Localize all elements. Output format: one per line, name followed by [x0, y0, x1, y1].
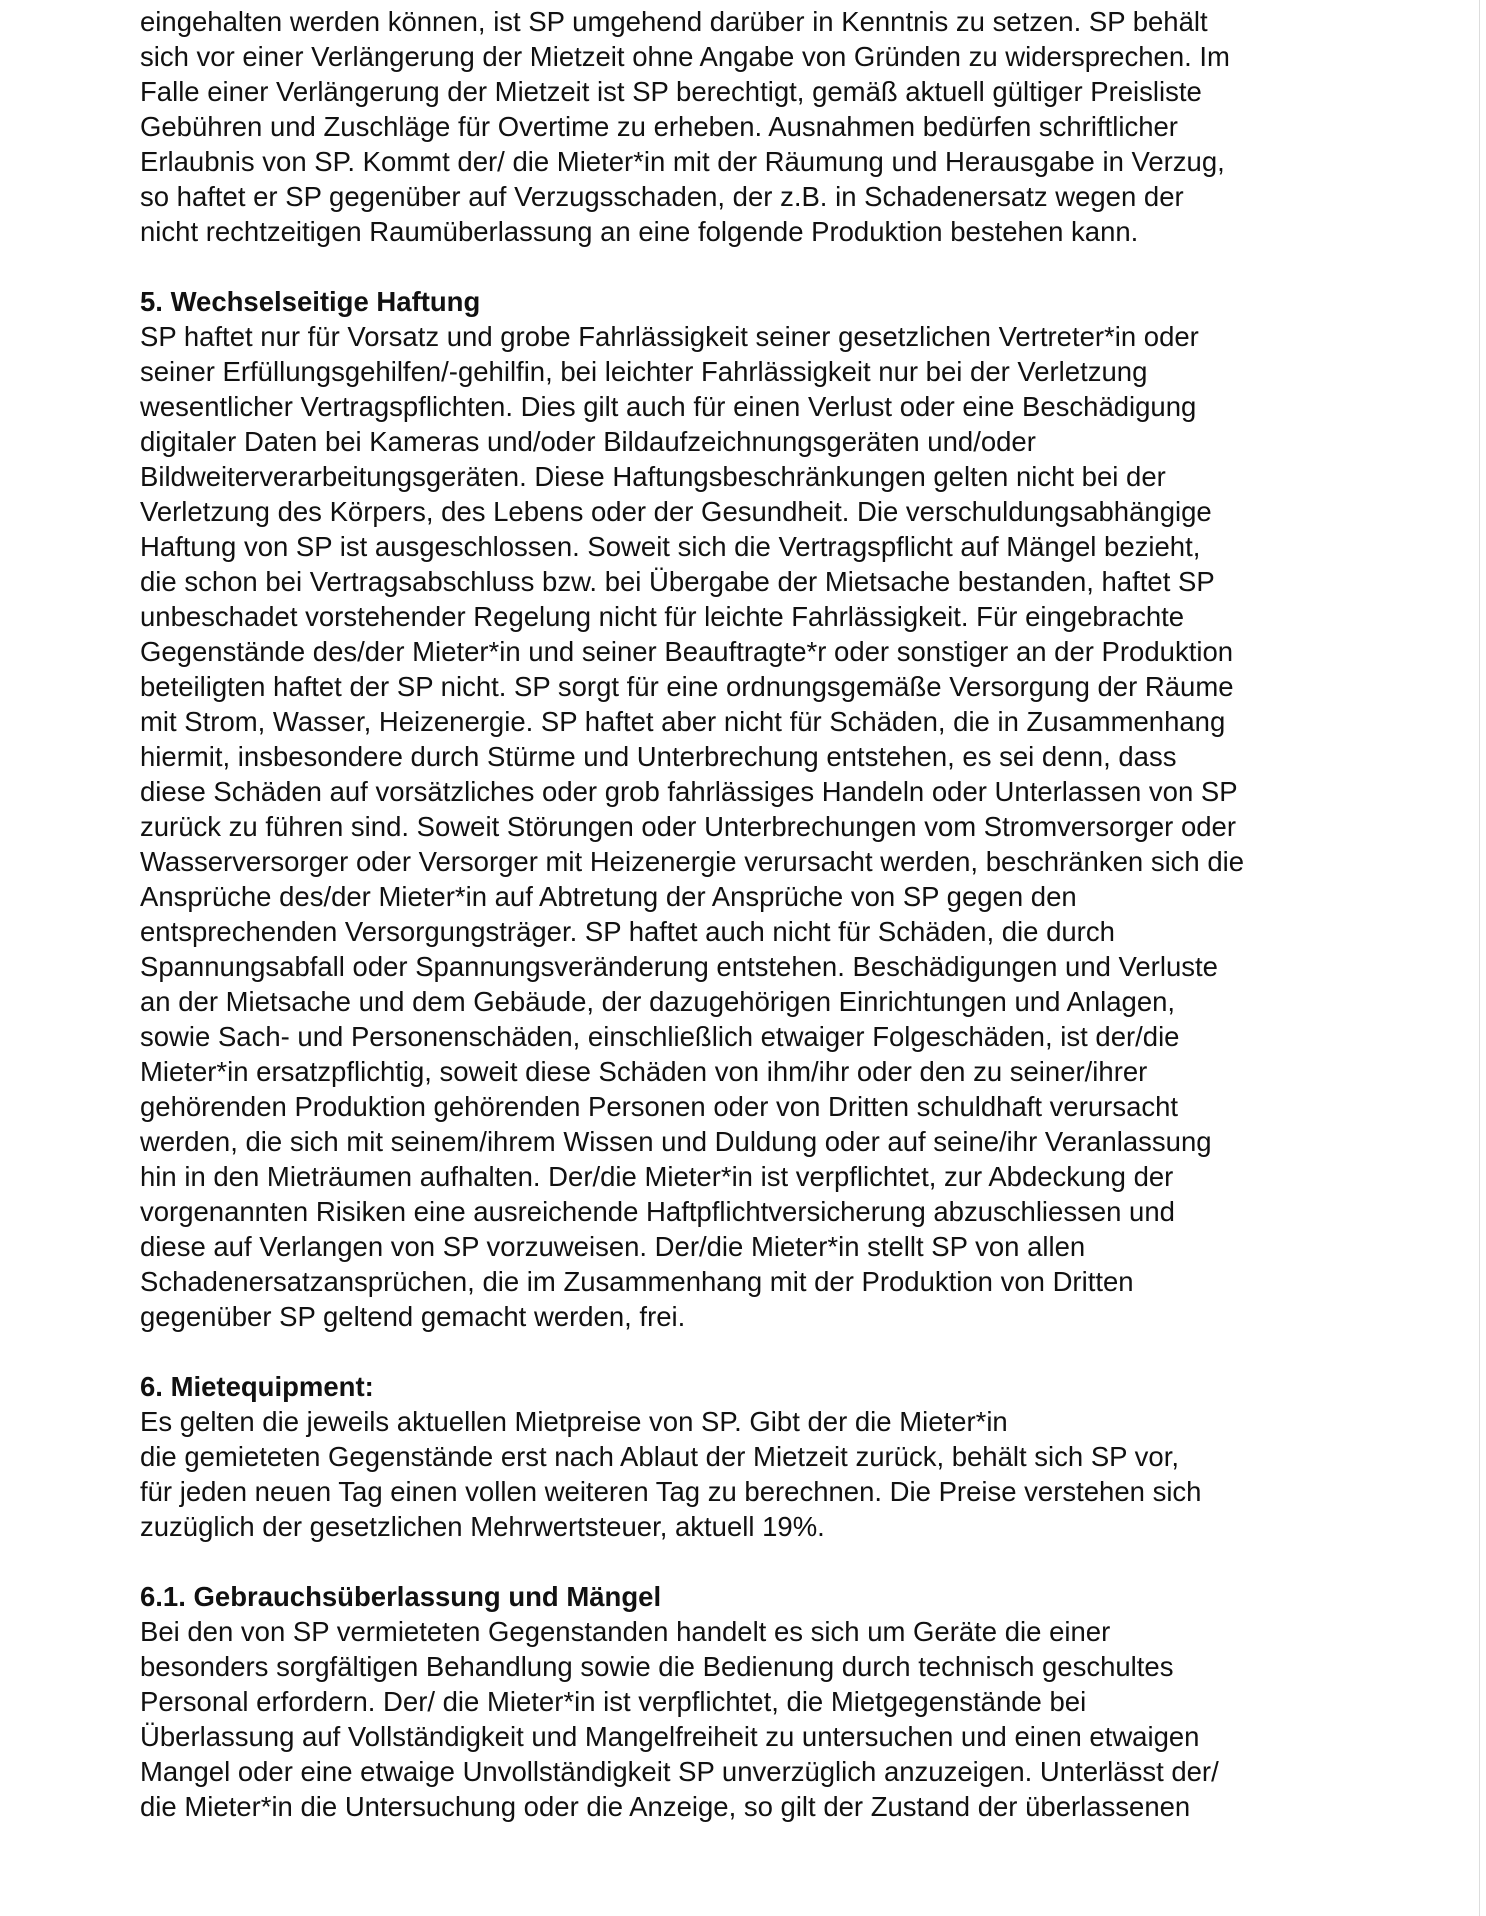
paragraph-gap — [140, 1544, 1440, 1579]
section — [140, 1334, 1440, 1544]
body-text-line: Spannungsabfall oder Spannungsveränderung entstehen. Beschädigungen und Verluste — [140, 951, 1218, 982]
section-heading: 6. Mietequipment: — [140, 1371, 374, 1402]
body-text-line: Personal erfordern. Der/ die Mieter*in ist verpflichtet, die Mietgegenstände bei — [140, 1686, 1087, 1717]
body-text-line: beteiligten haftet der SP nicht. SP sorgt für eine ordnungsgemäße Versorgung der Räume — [140, 671, 1234, 702]
body-text-line: entsprechenden Versorgungsträger. SP haftet auch nicht für Schäden, die durch — [140, 916, 1115, 947]
body-text-line: Haftung von SP ist ausgeschlossen. Soweit sich die Vertragspflicht auf Mängel bezieht, — [140, 531, 1201, 562]
body-text-line: hin in den Mieträumen aufhalten. Der/die Mieter*in ist verpflichtet, zur Abdeckung der — [140, 1161, 1174, 1192]
body-text-line: eingehalten werden können, ist SP umgehend darüber in Kenntnis zu setzen. SP behält — [140, 6, 1208, 37]
body-text-line: Gebühren und Zuschläge für Overtime zu erheben. Ausnahmen bedürfen schriftlicher — [140, 111, 1178, 142]
body-text-line: mit Strom, Wasser, Heizenergie. SP haftet aber nicht für Schäden, die in Zusammenhang — [140, 706, 1226, 737]
body-text-line: gehörenden Produktion gehörenden Personen oder von Dritten schuldhaft verursacht — [140, 1091, 1179, 1122]
paragraph-gap — [140, 1334, 1440, 1369]
body-text-line: Erlaubnis von SP. Kommt der/ die Mieter*in mit der Räumung und Herausgabe in Verzug, — [140, 146, 1225, 177]
body-text-line: Falle einer Verlängerung der Mietzeit ist SP berechtigt, gemäß aktuell gültiger Preisliste — [140, 76, 1202, 107]
body-text-line: vorgenannten Risiken eine ausreichende Haftpflichtversicherung abzuschliessen und — [140, 1196, 1175, 1227]
body-text-line: besonders sorgfältigen Behandlung sowie die Bedienung durch technisch geschultes — [140, 1651, 1174, 1682]
body-text-line: zurück zu führen sind. Soweit Störungen oder Unterbrechungen vom Stromversorger oder — [140, 811, 1236, 842]
body-text-line: Überlassung auf Vollständigkeit und Mangelfreiheit zu untersuchen und einen etwaigen — [140, 1721, 1200, 1752]
body-text-line: die schon bei Vertragsabschluss bzw. bei Übergabe der Mietsache bestanden, haftet SP — [140, 566, 1215, 597]
page-edge — [1479, 0, 1480, 1916]
body-text-line: sich vor einer Verlängerung der Mietzeit ohne Angabe von Gründen zu widersprechen. Im — [140, 41, 1230, 72]
body-text-line: Ansprüche des/der Mieter*in auf Abtretung der Ansprüche von SP gegen den — [140, 881, 1077, 912]
body-text-line: Gegenstände des/der Mieter*in und seiner Beauftragte*r oder sonstiger an der Produktion — [140, 636, 1234, 667]
body-text-line: SP haftet nur für Vorsatz und grobe Fahrlässigkeit seiner gesetzlichen Vertreter*in oder — [140, 321, 1199, 352]
body-text-line: Verletzung des Körpers, des Lebens oder der Gesundheit. Die verschuldungsabhängige — [140, 496, 1212, 527]
body-text-line: sowie Sach- und Personenschäden, einschließlich etwaiger Folgeschäden, ist der/die — [140, 1021, 1180, 1052]
section — [140, 249, 1440, 1334]
body-text-line: zuzüglich der gesetzlichen Mehrwertsteuer, aktuell 19%. — [140, 1511, 825, 1542]
body-text-line: unbeschadet vorstehender Regelung nicht für leichte Fahrlässigkeit. Für eingebrachte — [140, 601, 1185, 632]
body-text-line: für jeden neuen Tag einen vollen weiteren Tag zu berechnen. Die Preise verstehen sich — [140, 1476, 1202, 1507]
section-heading: 5. Wechselseitige Haftung — [140, 286, 481, 317]
paragraph-gap — [140, 249, 1440, 284]
section — [140, 4, 1440, 249]
body-text-line: so haftet er SP gegenüber auf Verzugsschaden, der z.B. in Schadenersatz wegen der — [140, 181, 1184, 212]
body-text-line: diese Schäden auf vorsätzliches oder grob fahrlässiges Handeln oder Unterlassen von SP — [140, 776, 1238, 807]
body-text-line: werden, die sich mit seinem/ihrem Wissen und Duldung oder auf seine/ihr Veranlassung — [140, 1126, 1212, 1157]
body-text-line: seiner Erfüllungsgehilfen/-gehilfin, bei leichter Fahrlässigkeit nur bei der Verletzung — [140, 356, 1148, 387]
body-text-line: nicht rechtzeitigen Raumüberlassung an eine folgende Produktion bestehen kann. — [140, 216, 1139, 247]
body-text-line: die gemieteten Gegenstände erst nach Ablaut der Mietzeit zurück, behält sich SP vor, — [140, 1441, 1179, 1472]
body-text-line: Mangel oder eine etwaige Unvollständigkeit SP unverzüglich anzuzeigen. Unterlässt der/ — [140, 1756, 1219, 1787]
body-text-line: Bildweiterverarbeitungsgeräten. Diese Haftungsbeschränkungen gelten nicht bei der — [140, 461, 1166, 492]
body-text-line: digitaler Daten bei Kameras und/oder Bildaufzeichnungsgeräten und/oder — [140, 426, 1036, 457]
body-text-line: Schadenersatzansprüchen, die im Zusammenhang mit der Produktion von Dritten — [140, 1266, 1134, 1297]
body-text-line: Wasserversorger oder Versorger mit Heizenergie verursacht werden, beschränken sich die — [140, 846, 1245, 877]
body-text-line: Mieter*in ersatzpflichtig, soweit diese Schäden von ihm/ihr oder den zu seiner/ihrer — [140, 1056, 1148, 1087]
body-text-line: die Mieter*in die Untersuchung oder die Anzeige, so gilt der Zustand der überlassenen — [140, 1791, 1191, 1822]
section — [140, 1544, 1440, 1824]
body-text-line: an der Mietsache und dem Gebäude, der dazugehörigen Einrichtungen und Anlagen, — [140, 986, 1176, 1017]
body-text-line: diese auf Verlangen von SP vorzuweisen. Der/die Mieter*in stellt SP von allen — [140, 1231, 1086, 1262]
document-page — [140, 4, 1440, 1824]
body-text-line: gegenüber SP geltend gemacht werden, frei. — [140, 1301, 686, 1332]
body-text-line: hiermit, insbesondere durch Stürme und Unterbrechung entstehen, es sei denn, dass — [140, 741, 1177, 772]
body-text-line: wesentlicher Vertragspflichten. Dies gilt auch für einen Verlust oder eine Beschädigung — [140, 391, 1197, 422]
body-text-line: Es gelten die jeweils aktuellen Mietpreise von SP. Gibt der die Mieter*in — [140, 1406, 1008, 1437]
body-text-line: Bei den von SP vermieteten Gegenstanden handelt es sich um Geräte die einer — [140, 1616, 1111, 1647]
section-heading: 6.1. Gebrauchsüberlassung und Mängel — [140, 1581, 662, 1612]
